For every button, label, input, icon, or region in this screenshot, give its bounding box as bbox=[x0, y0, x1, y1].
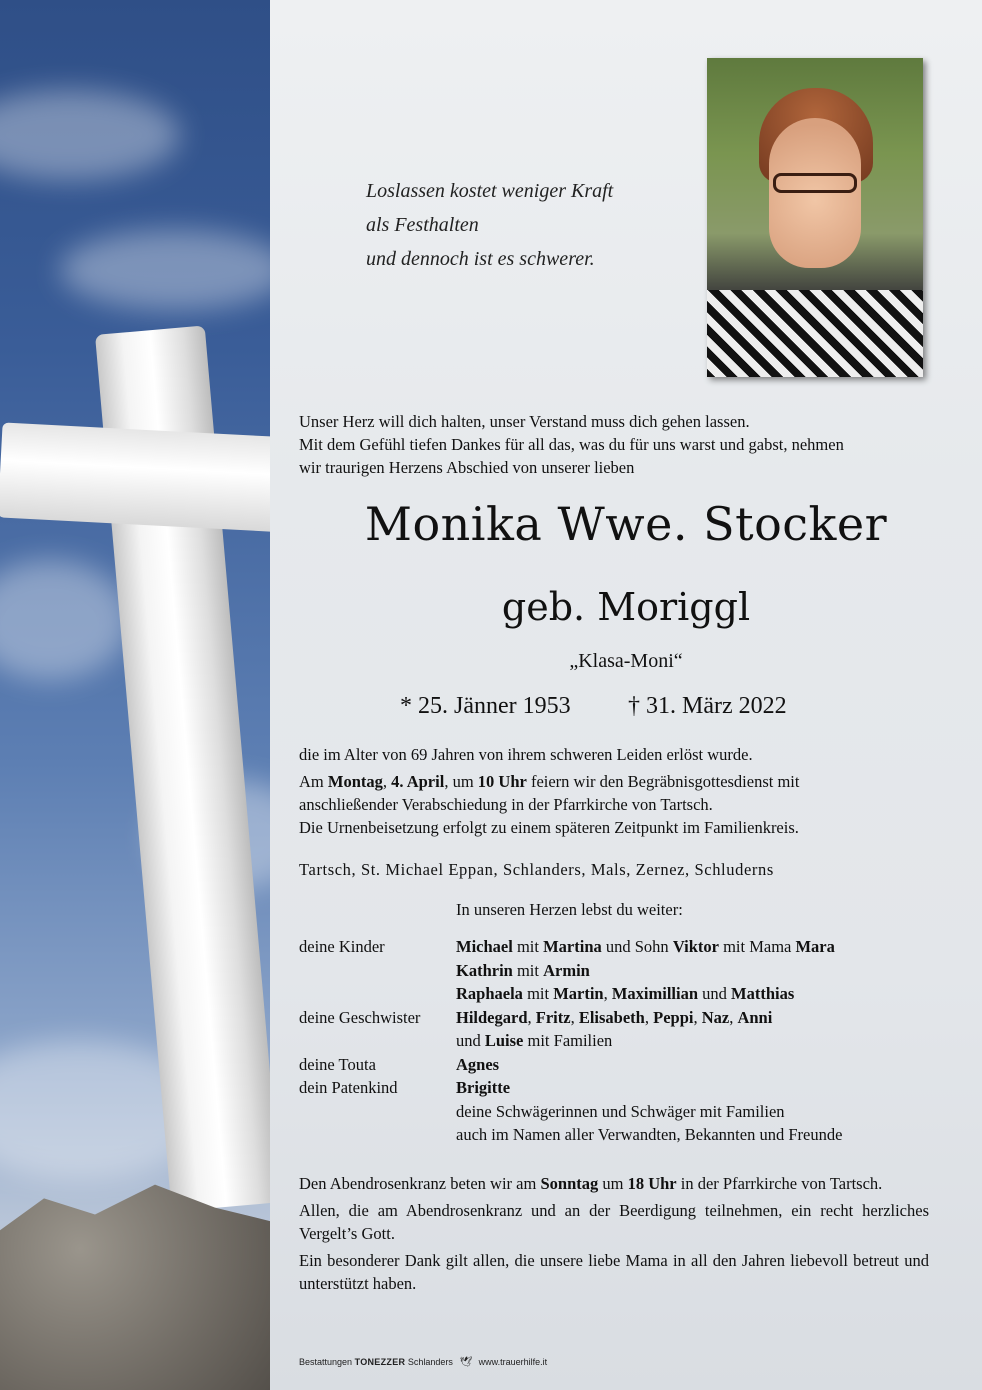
family-names: auch im Namen aller Verwandten, Bekannten und Freunde bbox=[456, 1125, 843, 1144]
deceased-name: Monika Wwe. Stocker bbox=[364, 497, 888, 551]
text: Am bbox=[299, 772, 328, 791]
family-list bbox=[299, 935, 939, 1147]
funeral-day: Montag bbox=[327, 772, 383, 791]
text: mit Mama bbox=[718, 937, 796, 956]
text: mit Familien bbox=[523, 1031, 613, 1050]
family-names bbox=[456, 935, 835, 959]
text: und bbox=[456, 1031, 485, 1050]
summit-cross-photo bbox=[0, 0, 270, 1390]
text: , bbox=[644, 1007, 654, 1027]
birth-date: * 25. Jänner 1953 bbox=[400, 693, 571, 719]
family-row bbox=[299, 959, 939, 983]
nickname: „Klasa-Moni“ bbox=[569, 650, 683, 672]
name: Peppi bbox=[653, 1007, 694, 1027]
rosary-paragraph bbox=[299, 1172, 929, 1195]
name: Michael bbox=[456, 937, 513, 956]
family-label bbox=[299, 982, 456, 1006]
death-note-line: die im Alter von 69 Jahren von ihrem schweren Leiden erlöst wurde. bbox=[299, 745, 753, 764]
intro-text bbox=[299, 410, 929, 479]
family-label: deine Geschwister bbox=[299, 1007, 421, 1027]
text: , bbox=[570, 1007, 579, 1027]
text: , um bbox=[444, 772, 478, 791]
text: Den Abendrosenkranz beten wir am bbox=[299, 1174, 541, 1193]
thanks-paragraph: Allen, die am Abendrosenkranz und an der Beerdigung teilnehmen, ein recht herzliches Vergelt’s Gott. bbox=[299, 1201, 929, 1243]
text: , bbox=[693, 1007, 702, 1027]
funeral-line bbox=[299, 770, 929, 793]
text: feiern wir den Begräbnisgottesdienst mit bbox=[526, 772, 800, 791]
summit-rocks bbox=[0, 1180, 270, 1390]
name: Maximillian bbox=[611, 984, 699, 1003]
name: Kathrin bbox=[456, 960, 513, 980]
heart-line: In unseren Herzen lebst du weiter: bbox=[456, 900, 683, 919]
text: mit bbox=[522, 984, 554, 1003]
quote-line: Loslassen kostet weniger Kraft bbox=[366, 180, 614, 202]
footer-brand: TONEZZER bbox=[354, 1357, 406, 1367]
text: , bbox=[527, 1007, 536, 1027]
cloud bbox=[0, 90, 180, 180]
family-row bbox=[299, 1053, 939, 1077]
cloud bbox=[0, 560, 130, 680]
family-row bbox=[299, 1029, 939, 1053]
name: Raphaela bbox=[456, 984, 523, 1003]
text: und Sohn bbox=[601, 937, 673, 956]
name: Elisabeth bbox=[578, 1007, 645, 1027]
places: Tartsch, St. Michael Eppan, Schlanders, Mals, Zernez, Schluderns bbox=[299, 860, 774, 879]
family-label bbox=[299, 959, 456, 983]
text: mit bbox=[512, 937, 544, 956]
intro-line: wir traurigen Herzens Abschied von unserer lieben bbox=[299, 458, 635, 477]
dove-icon: 🕊 bbox=[459, 1357, 473, 1368]
name: Naz bbox=[701, 1007, 730, 1027]
name: Mara bbox=[795, 937, 835, 956]
rosary-day: Sonntag bbox=[540, 1174, 599, 1193]
name: Martin bbox=[553, 984, 604, 1003]
name: Armin bbox=[543, 960, 590, 980]
name: Hildegard bbox=[456, 1007, 528, 1027]
closing-text bbox=[299, 1172, 929, 1299]
funeral-info bbox=[299, 770, 929, 839]
death-note bbox=[299, 743, 929, 766]
family-names bbox=[456, 1076, 510, 1100]
text: in der Pfarrkirche von Tartsch. bbox=[676, 1174, 883, 1193]
text: um bbox=[598, 1174, 628, 1193]
text: und bbox=[698, 984, 732, 1003]
text: , bbox=[729, 1007, 738, 1027]
family-label bbox=[299, 1100, 456, 1124]
name: Matthias bbox=[731, 984, 795, 1003]
funeral-line: Die Urnenbeisetzung erfolgt zu einem späteren Zeitpunkt im Familienkreis. bbox=[299, 818, 799, 837]
text: , bbox=[382, 772, 392, 791]
family-names bbox=[456, 982, 794, 1006]
thanks-paragraph: Ein besonderer Dank gilt allen, die unsere liebe Mama in all den Jahren liebevoll betreut und unterstützt haben. bbox=[299, 1251, 929, 1293]
footer-town: Schlanders bbox=[407, 1357, 453, 1367]
name: Anni bbox=[737, 1007, 773, 1027]
footer bbox=[299, 1357, 547, 1368]
name: Brigitte bbox=[456, 1078, 511, 1097]
family-label: deine Kinder bbox=[299, 937, 385, 956]
birth-name: geb. Moriggl bbox=[501, 585, 751, 629]
name: Fritz bbox=[535, 1007, 571, 1027]
family-row bbox=[299, 1100, 939, 1124]
intro-line: Mit dem Gefühl tiefen Dankes für all das, was du für uns warst und gabst, nehmen bbox=[299, 435, 844, 454]
family-row bbox=[299, 935, 939, 959]
name: Martina bbox=[543, 937, 602, 956]
family-names bbox=[456, 1006, 772, 1030]
quote-line: als Festhalten bbox=[366, 214, 479, 236]
portrait-glasses bbox=[773, 173, 857, 193]
funeral-line: anschließender Verabschiedung in der Pfarrkirche von Tartsch. bbox=[299, 795, 713, 814]
family-label bbox=[299, 1029, 456, 1053]
quote-line: und dennoch ist es schwerer. bbox=[366, 248, 595, 270]
name: Luise bbox=[484, 1031, 524, 1050]
footer-prefix: Bestattungen bbox=[299, 1357, 353, 1367]
cloud bbox=[60, 230, 270, 310]
rosary-time: 18 Uhr bbox=[627, 1174, 677, 1193]
family-row bbox=[299, 1076, 939, 1100]
family-names bbox=[456, 1053, 499, 1077]
death-date: † 31. März 2022 bbox=[628, 693, 787, 719]
family-names: deine Schwägerinnen und Schwäger mit Familien bbox=[456, 1101, 785, 1121]
family-row bbox=[299, 1123, 939, 1147]
name: Agnes bbox=[456, 1054, 500, 1074]
footer-url: www.trauerhilfe.it bbox=[478, 1357, 548, 1367]
family-label: dein Patenkind bbox=[299, 1078, 398, 1097]
text: mit bbox=[512, 960, 544, 980]
portrait-photo bbox=[707, 58, 923, 377]
family-row bbox=[299, 1006, 939, 1030]
family-names bbox=[456, 1029, 612, 1053]
family-names bbox=[456, 959, 590, 983]
quote bbox=[366, 174, 613, 276]
name: Viktor bbox=[672, 937, 719, 956]
intro-line: Unser Herz will dich halten, unser Verstand muss dich gehen lassen. bbox=[299, 412, 750, 431]
cross-beam-horizontal bbox=[0, 422, 270, 532]
funeral-date: 4. April bbox=[391, 772, 445, 791]
portrait-face bbox=[769, 118, 861, 268]
family-row bbox=[299, 982, 939, 1006]
funeral-time: 10 Uhr bbox=[477, 772, 527, 791]
text: , bbox=[603, 984, 612, 1003]
portrait-shirt bbox=[707, 290, 923, 377]
family-label bbox=[299, 1123, 456, 1147]
family-label: deine Touta bbox=[299, 1054, 376, 1074]
